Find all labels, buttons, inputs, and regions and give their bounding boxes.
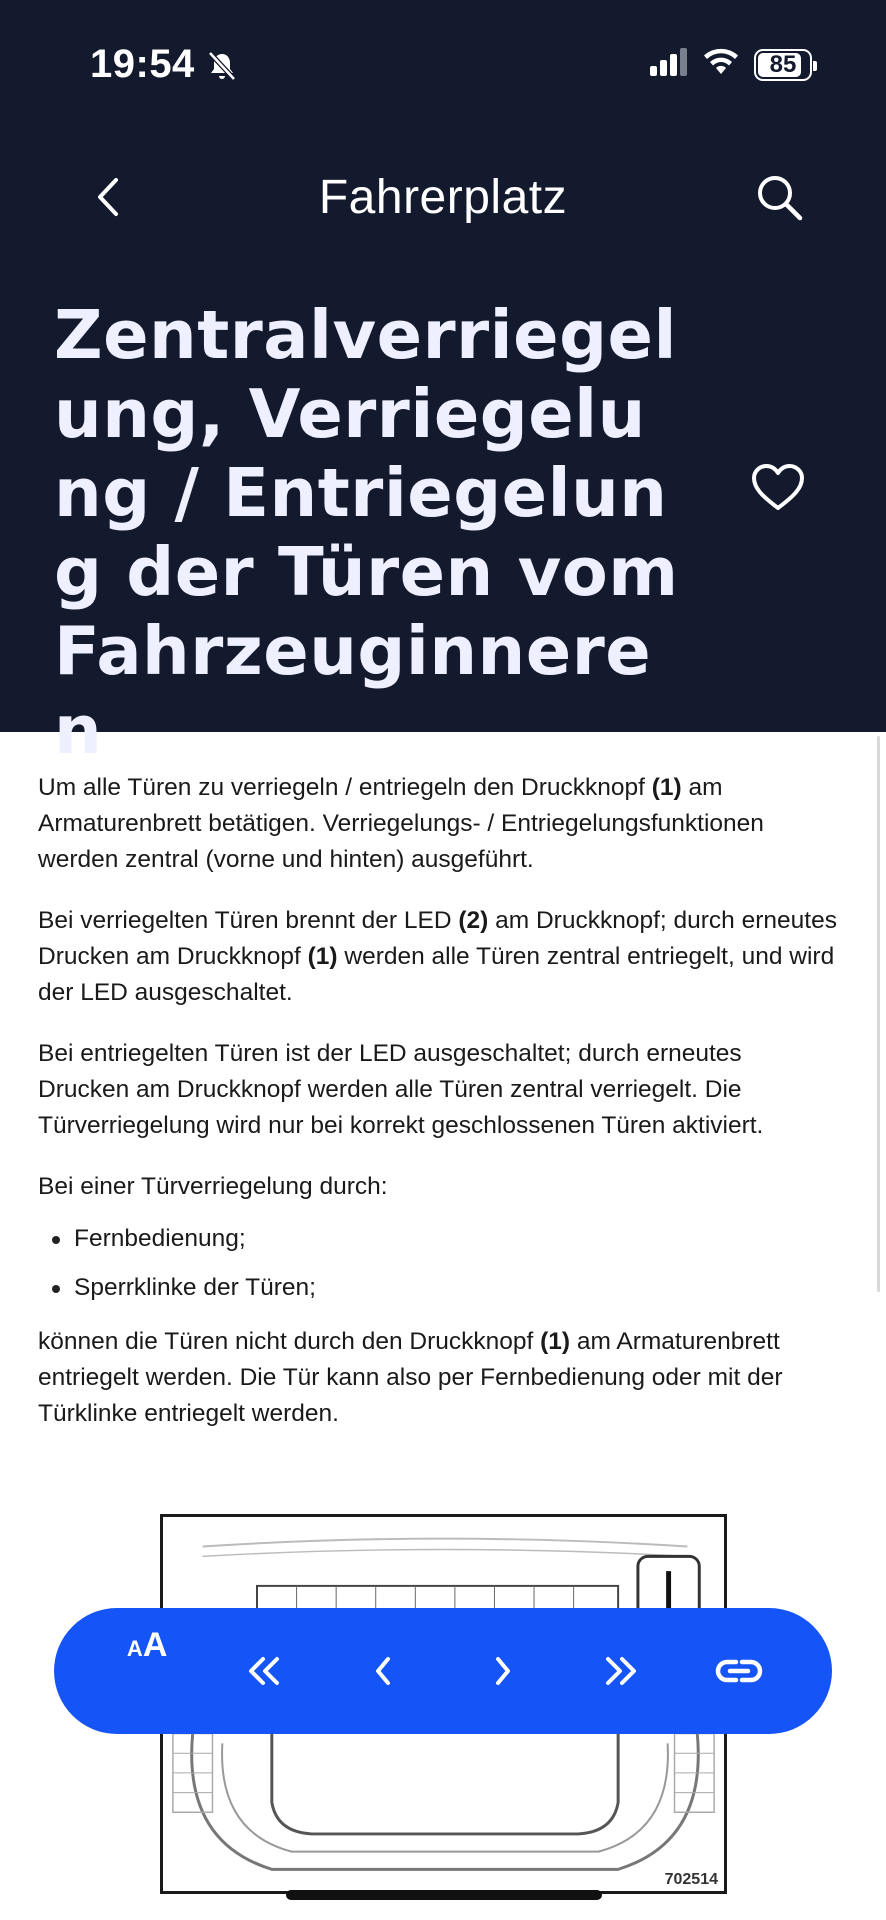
font-size-icon-small: A: [126, 1636, 143, 1661]
nav-bar: [0, 160, 886, 236]
figure-code: 702514: [664, 1871, 718, 1888]
previous-button[interactable]: [339, 1626, 429, 1716]
wifi-icon: [702, 48, 740, 81]
battery-level: 85: [769, 50, 797, 78]
paragraph: können die Türen nicht durch den Druckknopf (1) am Armaturenbrett entriegelt werden. Die Tür kann also per Fernbedienung oder mit der Türklinke entriegelt werden.: [38, 1328, 783, 1427]
bottom-toolbar: [54, 1608, 832, 1734]
article-body: [38, 770, 838, 1457]
next-icon: [487, 1653, 517, 1689]
home-indicator[interactable]: [286, 1890, 602, 1900]
article-title: [54, 296, 694, 770]
paragraph: Bei entriegelten Türen ist der LED ausgeschaltet; durch erneutes Drucken am Druckknopf werden alle Türen zentral verriegelt. Die Türverriegelung wird nur bei korrekt geschlossenen Türen aktiviert.: [38, 1040, 764, 1139]
list-item: Sperrklinke der Türen;: [38, 1270, 838, 1306]
signal-icon: [650, 48, 688, 81]
search-button[interactable]: [752, 170, 808, 226]
link-button[interactable]: [694, 1626, 784, 1716]
first-page-button[interactable]: [220, 1626, 310, 1716]
bullet-list: [38, 1221, 838, 1306]
paragraph: Um alle Türen zu verriegeln / entriegeln den Druckknopf (1) am Armaturenbrett betätigen. Verriegelungs- / Entriegelungsfunktionen werden zentral (vorne und hinten) ausgeführt.: [38, 774, 764, 873]
battery-icon: [754, 49, 812, 81]
status-right: [650, 48, 812, 81]
font-size-button[interactable]: [102, 1626, 192, 1716]
status-time: [90, 42, 239, 87]
paragraph: Bei einer Türverriegelung durch:: [38, 1173, 388, 1200]
last-page-icon: [600, 1653, 640, 1689]
bell-muted-icon: [205, 48, 239, 82]
next-button[interactable]: [457, 1626, 547, 1716]
link-icon: [714, 1653, 764, 1689]
last-page-button[interactable]: [575, 1626, 665, 1716]
status-bar: [0, 0, 886, 130]
first-page-icon: [245, 1653, 285, 1689]
paragraph: Bei verriegelten Türen brennt der LED (2) am Druckknopf; durch erneutes Drucken am Druckknopf (1) werden alle Türen zentral entriegelt, und wird der LED ausgeschaltet.: [38, 907, 837, 1006]
search-icon: [752, 170, 808, 226]
heart-icon: [750, 462, 806, 514]
header: [0, 0, 886, 769]
list-item: Fernbedienung;: [38, 1221, 838, 1257]
time-label: 19:54: [90, 42, 195, 86]
article-title-text: Zentralverriegelung, Verriegelung / Entriegelung der Türen vom Fahrzeuginneren: [54, 296, 679, 769]
nav-title: Fahrerplatz: [318, 171, 568, 224]
previous-icon: [369, 1653, 399, 1689]
scrollbar[interactable]: [877, 736, 880, 1292]
favorite-button[interactable]: [750, 462, 806, 514]
font-size-icon-large: A: [142, 1626, 168, 1664]
